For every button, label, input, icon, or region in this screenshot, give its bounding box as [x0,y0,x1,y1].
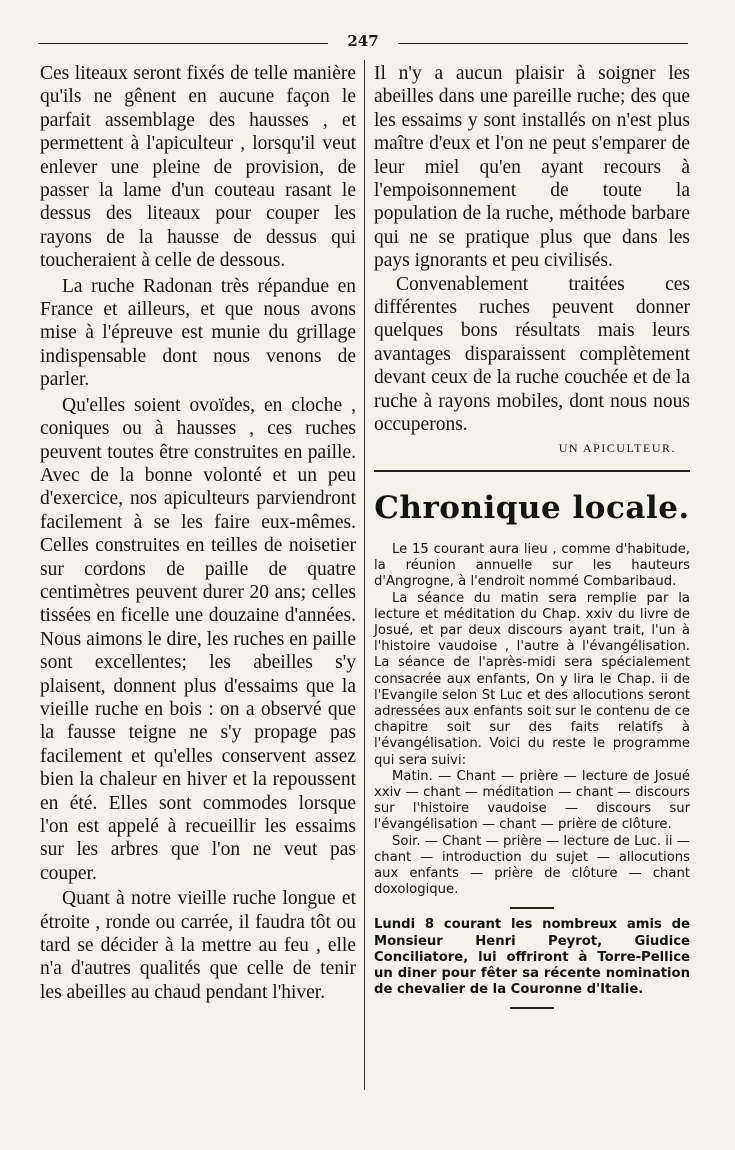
left-paragraph: Quant à notre vieille ruche longue et étroite , ronde ou carrée, il faudra tôt ou tard se décider à la mettre au feu , elle n'a d'autres qualités que celle de tenir les abeilles au chaud pendant l'hiver. [40,888,356,1003]
page-number: 247 [347,32,379,50]
right-column [374,62,690,1017]
chronique-paragraph: Le 15 courant aura lieu , comme d'habitude, la réunion annuelle sur les hauteurs d'Angrogne, à l'endroit nommé Combaribaud. [374,541,690,590]
column-divider [364,60,365,1090]
chronique-body [374,542,690,898]
article-continuation [374,62,690,437]
left-column [40,62,356,1004]
section-title: Chronique locale. [374,489,690,526]
left-paragraph: La ruche Radonan très répandue en France et ailleurs, et que nous avons mise à l'épreuve est munie du grillage indispensable dont nous venons de parler. [40,275,356,391]
left-paragraph: Qu'elles soient ovoïdes, en cloche , coniques ou à hausses , ces ruches peuvent toutes être construites en paille. Avec de la bonne volonté et un peu d'exercice, nos apiculteurs parviendront facilement à se les faire eux-mêmes. Celles construites en teilles de noisetier sur cordons de paille de quatre centimètres peuvent durer 20 ans; celles tissées en ficelle une douzaine d'années. Nous aimons le dire, les ruches en paille sont excellentes; les abeilles s'y plaisent, donnent plus d'essaims que la vieille ruche en bois : on a observé que la fausse teigne ne s'y propage pas facilement et qu'elles conservent assez bien la chaleur en hiver et la repoussent en été. Elles sont commodes lorsque l'on est appelé à recueillir les essaims sur les arbres que l'on ne veut pas couper. [40,394,356,884]
article-signature: UN APICULTEUR. [558,440,676,455]
header-rule-left [38,43,328,44]
right-paragraph: Convenablement traitées ces différentes ruches peuvent donner quelques bons résultats mais leurs avantages disparaissent complètement devant ceux de la ruche couchée et de la ruche à rayons mobiles, dont nous nous occuperons. [374,273,690,436]
chronique-paragraph: Soir. — Chant — prière — lecture de Luc. ii — chant — introduction du sujet — allocutions aux enfants — prière de clôture — chant doxologique. [374,833,690,898]
chronique-paragraph: Matin. — Chant — prière — lecture de Josué xxiv — chant — méditation — chant — discours sur l'histoire vaudoise — discours sur l'évangélisation — chant — prière de clôture. [374,768,690,833]
notice-block [374,917,690,998]
chronique-paragraph: La séance du matin sera remplie par la lecture et méditation du Chap. xxiv du livre de Josué, et par deux discours ayant trait, l'un à l'histoire vaudoise , l'autre à l'évangélisation. La séance de l'après-midi sera spécialement consacrée aux enfants, On y lira le Chap. ii de l'Evangile selon St Luc et des allocutions seront adressées aux enfants soit sur le contenu de ce chapitre soit sur des faits relatifs à l'évangélisation. Voici du reste le programme qui sera suivi: [374,590,690,768]
right-paragraph: Il n'y a aucun plaisir à soigner les abeilles dans une pareille ruche; des que les essaims y sont installés on n'est plus maître d'eux et l'on ne peut s'emparer de leur miel qu'en ayant recours à l'empoisonnement de toute la population de la ruche, méthode barbare qui ne se pratique plus que dans les pays ignorants et peu civilisés. [374,63,690,272]
short-rule-bottom [510,1007,554,1009]
short-rule [510,907,554,909]
header-rule-right [398,43,688,44]
signature-line [374,437,690,460]
notice-paragraph: Lundi 8 courant les nombreux amis de Monsieur Henri Peyrot, Giudice Conciliatore, lui offriront à Torre-Pellice un diner pour fêter sa récente nomination de chevalier de la Couronne d'Italie. [374,917,690,998]
section-rule [374,470,690,472]
left-paragraph: Ces liteaux seront fixés de telle manière qu'ils ne gênent en aucune façon le parfait assemblage des hausses , et permettent à l'apiculteur , lorsqu'il veut enlever une pleine de provision, de passer la lame d'un couteau rasant le dessus des liteaux pour couper les rayons de la hausse de dessus qui toucheraient à celle de dessous. [40,63,356,272]
page-header [38,32,688,52]
